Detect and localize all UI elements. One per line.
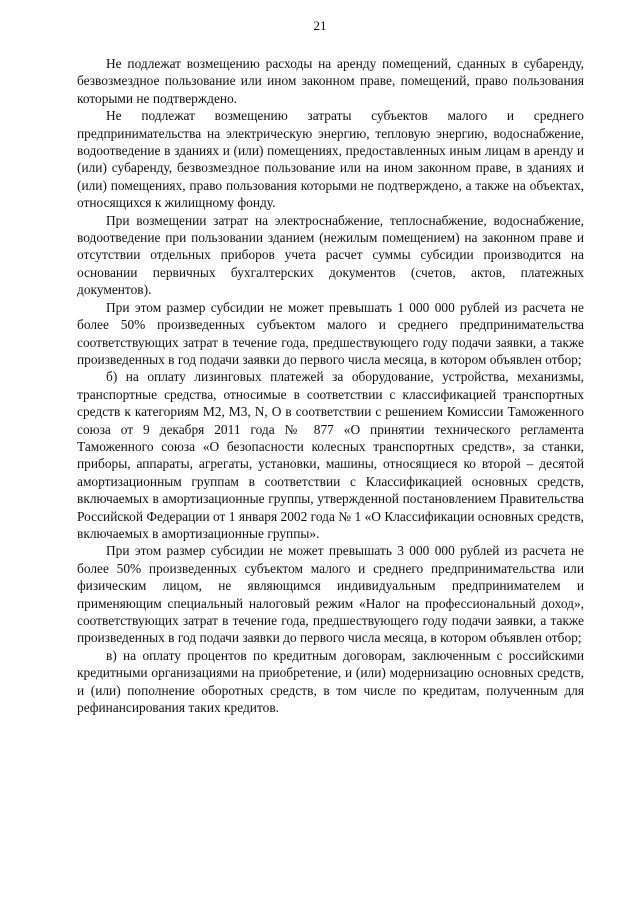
paragraph-subsidy-limit-3m: При этом размер субсидии не может превышать 3 000 000 рублей из расчета не более 50% произведенных субъектом малого и среднего предпринимательства или физическим лицом, не являющимся индивидуальным предпринимателем и применяющим специальный налоговый режим «Налог на профессиональный доход», соответствующих затрат в течение года, предшествующего году подачи заявки, а также произведенных в год подачи заявки до первого числа месяца, в котором объявлен отбор; (77, 543, 584, 646)
paragraph-rental-exclusion: Не подлежат возмещению расходы на аренду помещений, сданных в субаренду, безвозмездное пользование или ином законном праве, помещений, право пользования которыми не подтверждено. (77, 56, 584, 106)
paragraph-subsidy-limit-1m: При этом размер субсидии не может превышать 1 000 000 рублей из расчета не более 50% произведенных субъектом малого и среднего предпринимательства соответствующих затрат в течение года, предшествующего году подачи заявки, а также произведенных в год подачи заявки до первого числа месяца, в котором объявлен отбор; (77, 299, 584, 367)
paragraph-item-v-loan-interest: в) на оплату процентов по кредитным договорам, заключенным с российскими кредитными организациями на приобретение, и (или) модернизацию основных средств, и (или) пополнение оборотных средств, в том числе по кредитам, полученным для рефинансирования таких кредитов. (77, 647, 584, 716)
document-body (77, 55, 584, 716)
paragraph-utilities-calculation: При возмещении затрат на электроснабжение, теплоснабжение, водоснабжение, водоотведение при пользовании зданием (нежилым помещением) на законном праве и отсутствии отдельных приборов учета расчет суммы субсидии производится на основании первичных бухгалтерских документов (счетов, актов, платежных документов). (77, 212, 584, 298)
page-number: 21 (313, 18, 327, 33)
paragraph-item-b-leasing: б) на оплату лизинговых платежей за оборудование, устройства, механизмы, транспортные средства, относимые в соответствии с классификацией транспортных средств к категориям M2, M3, N, O в соответствии с решением Комиссии Таможенного союза от 9 декабря 2011 года № 877 «О принятии технического регламента Таможенного союза «О безопасности колесных транспортных средств», за станки, приборы, аппараты, агрегаты, установки, машины, относящиеся ко второй – десятой амортизационным группам в соответствии с Классификацией основных средств, включаемых в амортизационные группы, утвержденной постановлением Правительства Российской Федерации от 1 января 2002 года № 1 «О Классификации основных средств, включаемых в амортизационные группы». (77, 369, 584, 541)
paragraph-utilities-exclusion: Не подлежат возмещению затраты субъектов малого и среднего предпринимательства на электрическую энергию, тепловую энергию, водоснабжение, водоотведение в зданиях и (или) помещениях, предоставленных иным лицам в аренду и (или) субаренду, безвозмездное пользование или на ином законном праве, в зданиях и (или) помещениях, право пользования которыми не подтверждено, а также на объектах, относящихся к жилищному фонду. (77, 108, 584, 211)
